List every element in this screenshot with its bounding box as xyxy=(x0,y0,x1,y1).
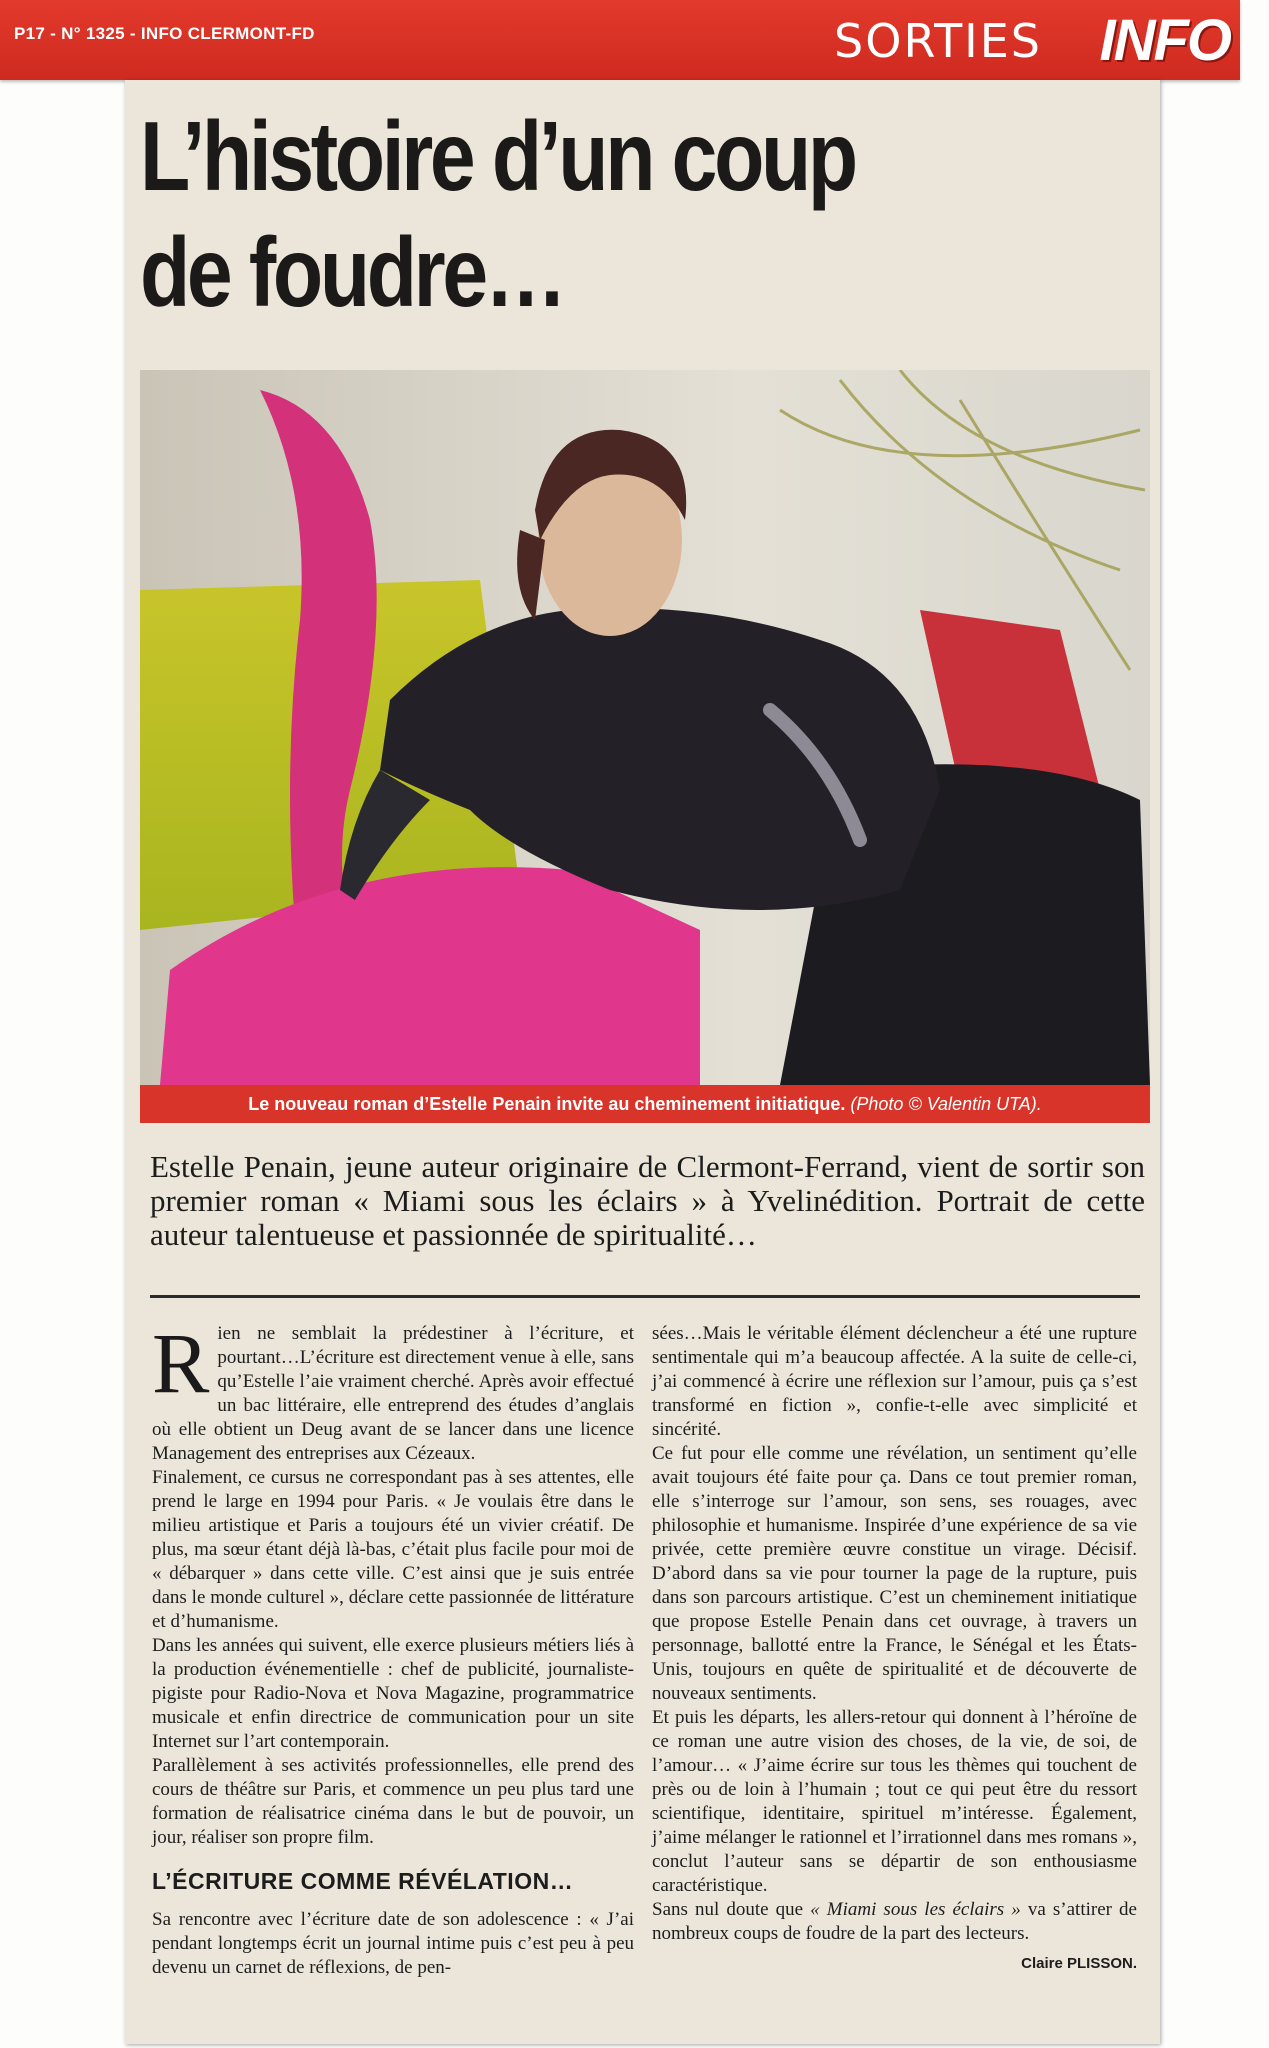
book-title: « Miami sous les éclairs » xyxy=(810,1899,1021,1920)
paragraph: sées…Mais le véritable élément déclencheur a été une rupture sentimentale qui m’a beaucoup affectée. A la suite de celle-ci, j’ai commencé à écrire une réflexion sur l’amour, puis ça s’est transformé en fiction », confie-t-elle avec simplicité et sincérité. xyxy=(652,1323,1137,1440)
issue-info: P17 - N° 1325 - INFO CLERMONT-FD xyxy=(14,24,315,43)
article-lede: Estelle Penain, jeune auteur originaire de Clermont-Ferrand, vient de sortir son premier roman « Miami sous les éclairs » à Yvelinédition. Portrait de cette auteur talentueuse et passionnée de spiritualité… xyxy=(150,1149,1145,1252)
article-column-right xyxy=(652,1322,1137,1976)
paragraph: Sa rencontre avec l’écriture date de son adolescence : « J’ai pendant longtemps écrit un journal intime puis c’est peu à peu devenu un carnet de réflexions, de pen- xyxy=(152,1909,634,1978)
paragraph-text: Sans nul doute que xyxy=(652,1899,811,1920)
article-headline: L’histoire d’un coup de foudre… xyxy=(140,101,855,327)
paragraph-text: ien ne semblait la prédestiner à l’écriture, et pourtant…L’écriture est directement venue à elle, sans qu’Estelle l’aie vraiment cherché. Après avoir effectué un bac littéraire, elle entreprend des études d’anglais où elle obtient un Deug avant de se lancer dans une licence Management des entreprises aux Cézeaux. xyxy=(152,1323,634,1464)
divider xyxy=(150,1295,1140,1298)
section-label: SORTIES xyxy=(834,14,1042,68)
paragraph xyxy=(152,1315,634,1466)
paragraph: Dans les années qui suivent, elle exerce plusieurs métiers liés à la production événementielle : chef de publicité, journaliste-pigiste pour Radio-Nova et Nova Magazine, programmatrice musicale et enfin directrice de communication pour un site Internet sur l’art contemporain. xyxy=(152,1635,634,1752)
caption-text: Le nouveau roman d’Estelle Penain invite au cheminement initiatique. xyxy=(248,1094,846,1114)
paragraph-text: va s’attirer de nombreux coups de foudre de la part des lecteurs. xyxy=(652,1899,1137,1944)
paragraph: Et puis les départs, les allers-retour qui donnent à l’héroïne de ce roman une autre vision des choses, de la vie, de soi, de l’amour… « J’aime écrire sur tous les thèmes qui touchent de près ou de loin à l’humain ; tout ce qui peut être du ressort scientifique, identitaire, spirituel m’intéresse. Également, j’aime mélanger le rationnel et l’irrationnel dans mes romans », conclut l’auteur sans se départir de son enthousiasme caractéristique. xyxy=(652,1707,1137,1896)
paragraph xyxy=(652,1898,1137,1946)
brand-logo: INFO xyxy=(1099,8,1230,73)
photo-credit: (Photo © Valentin UTA). xyxy=(850,1094,1042,1114)
article-column-left xyxy=(152,1315,634,1980)
author-signature: Claire PLISSON. xyxy=(1021,1955,1137,1972)
drop-cap: R xyxy=(152,1315,210,1411)
paragraph: Parallèlement à ses activités professionnelles, elle prend des cours de théâtre sur Paris, et commence un peu plus tard une formation de réalisatrice cinéma dans le but de pouvoir, un jour, réaliser son propre film. xyxy=(152,1755,634,1848)
section-banner xyxy=(0,0,1240,80)
photo-caption xyxy=(140,1085,1150,1123)
article-photo xyxy=(140,370,1150,1085)
paragraph: Ce fut pour elle comme une révélation, un sentiment qu’elle avait toujours été faite pour ça. Dans ce tout premier roman, elle s’interroge sur l’amour, son sens, ses rouages, avec philosophie et humanisme. Inspirée d’une expérience de sa vie privée, cette première œuvre constitue un virage. Décisif. D’abord dans sa vie pour tourner la page de la rupture, puis dans son parcours artistique. C’est un cheminement initiatique que propose Estelle Penain dans cet ouvrage, à travers un personnage, ballotté entre la France, le Sénégal et les États-Unis, toujours en quête de spiritualité et de découverte de nouveaux sentiments. xyxy=(652,1443,1137,1704)
section-subhead: L’ÉCRITURE COMME RÉVÉLATION… xyxy=(152,1868,574,1894)
paragraph: Finalement, ce cursus ne correspondant pas à ses attentes, elle prend le large en 1994 pour Paris. « Je voulais être dans le milieu artistique et Paris a toujours été un vivier créatif. De plus, ma sœur étant déjà là-bas, c’était plus facile pour moi de « débarquer » dans cette ville. C’est ainsi que je suis entrée dans le monde culturel », déclare cette passionnée de littérature et d’humanisme. xyxy=(152,1467,634,1632)
